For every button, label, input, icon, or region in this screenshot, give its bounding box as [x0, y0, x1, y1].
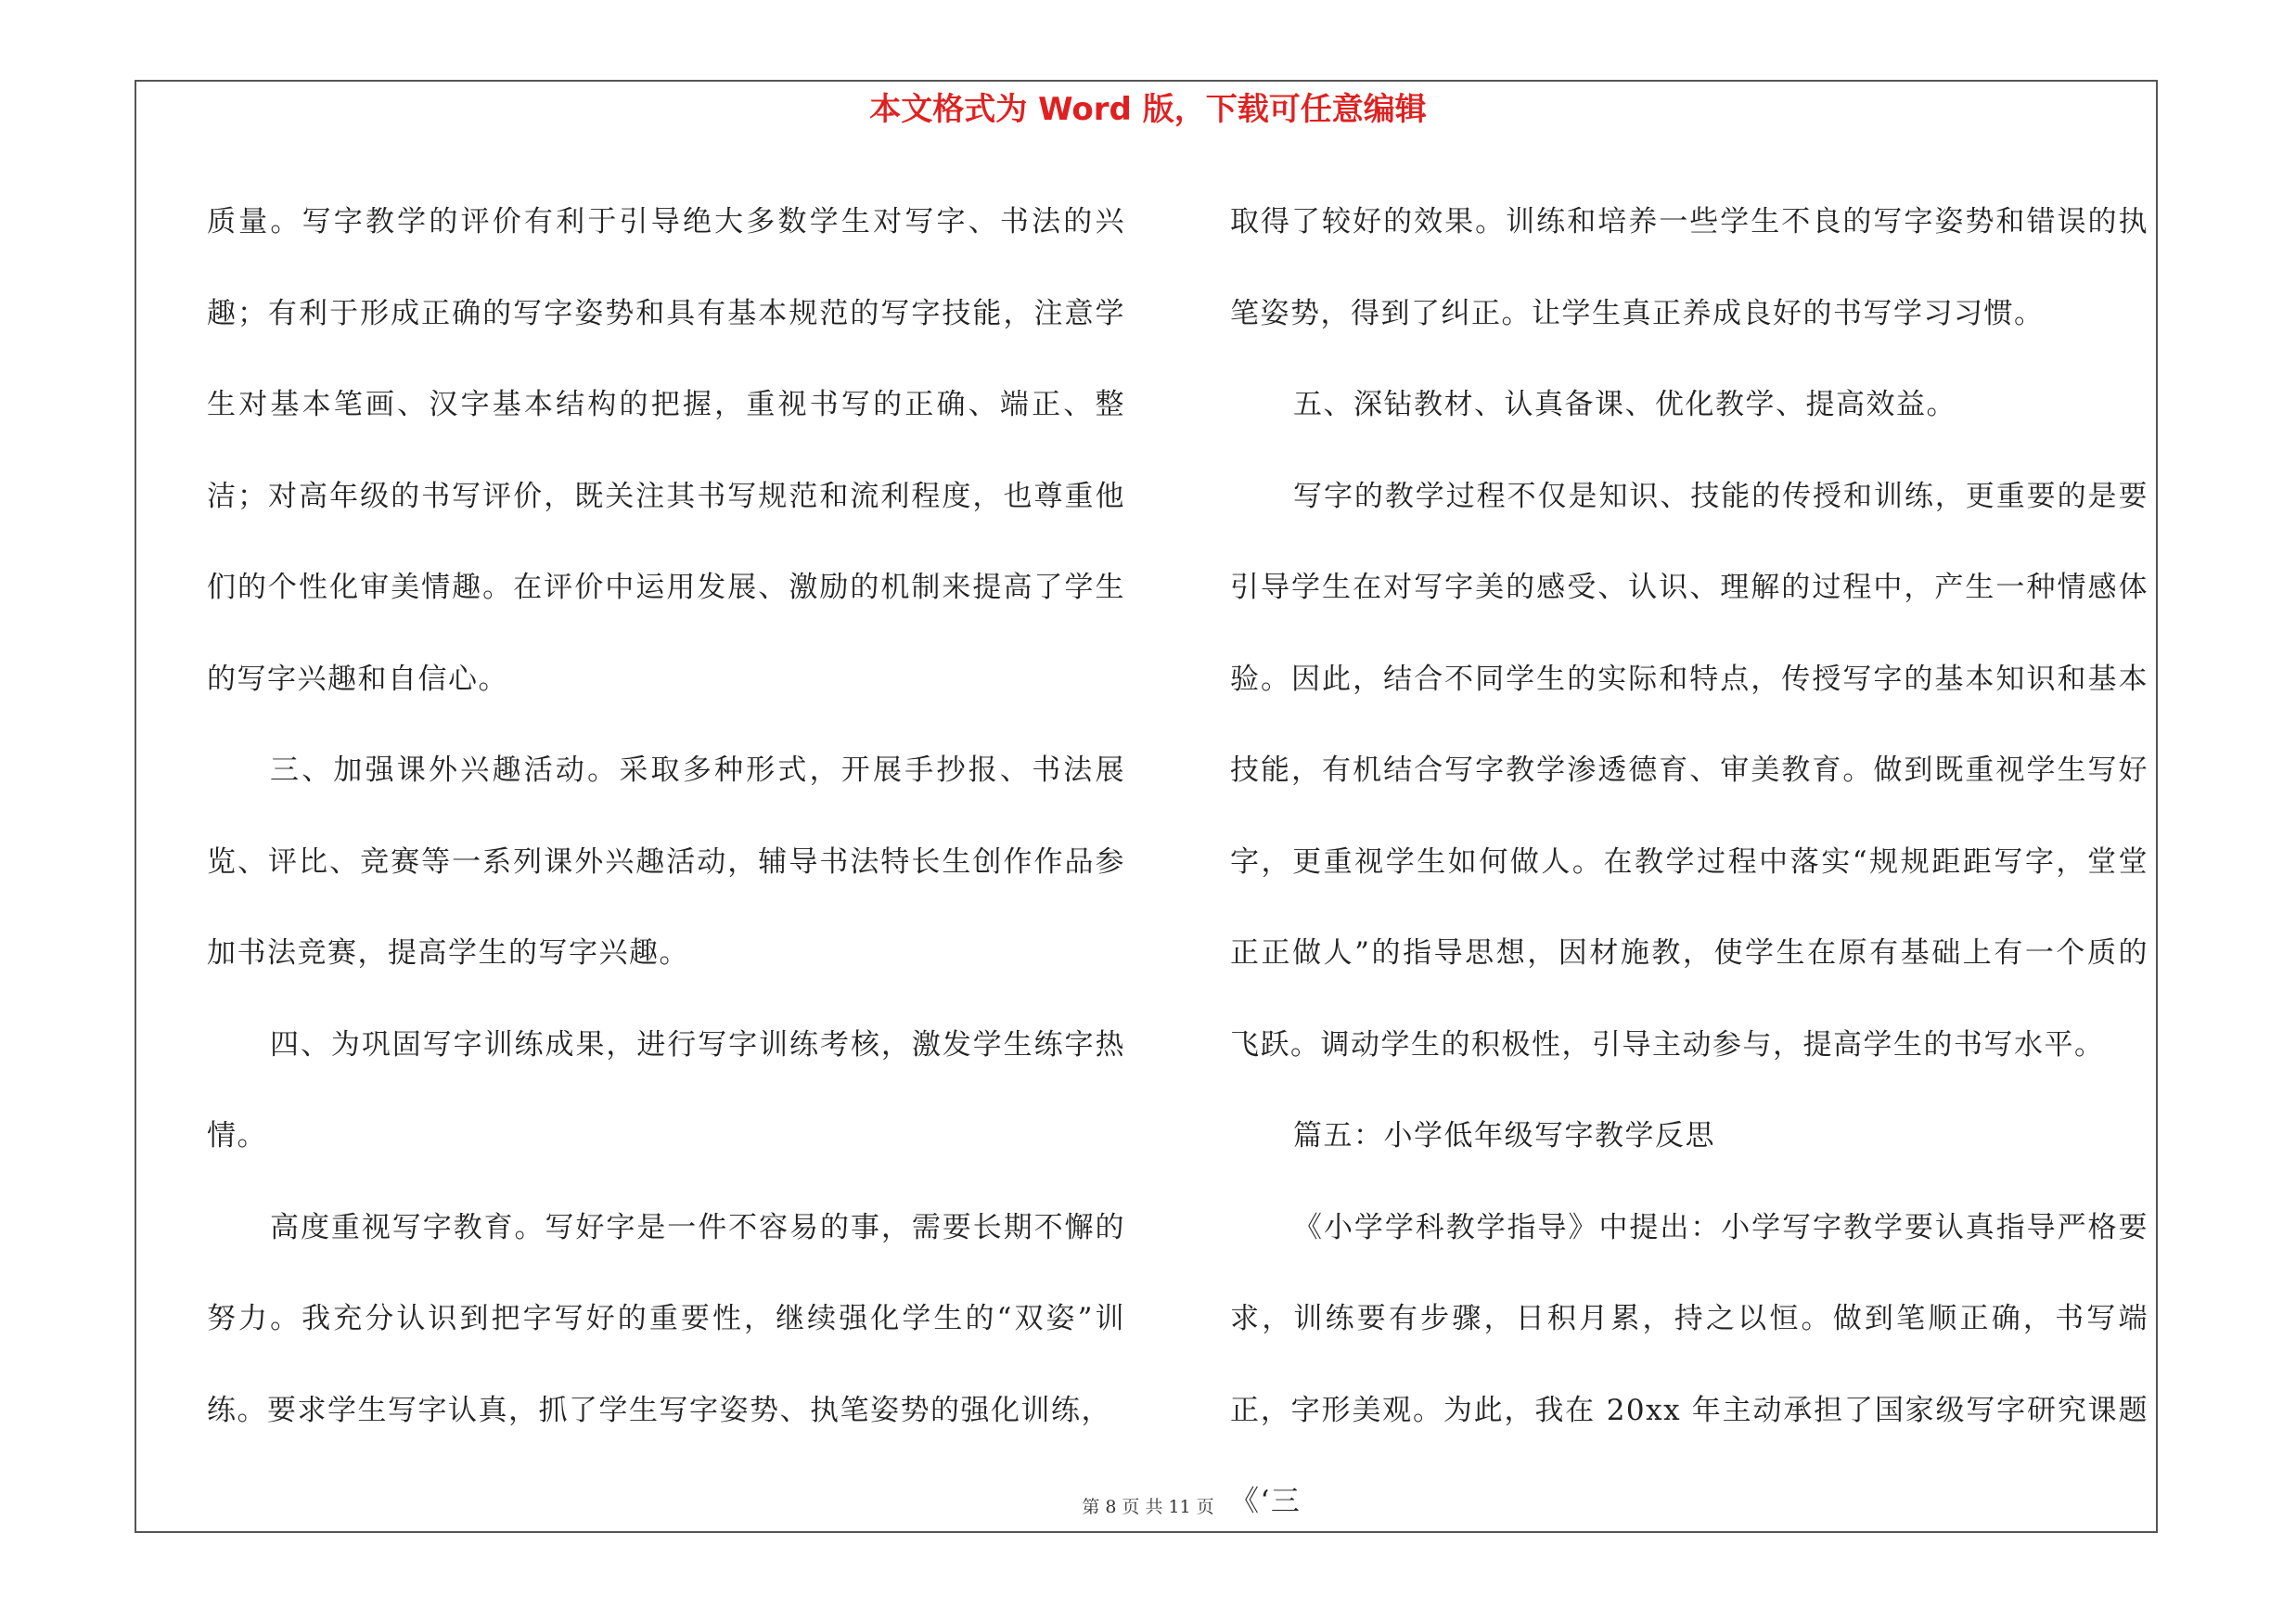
- page-number-footer: [0, 1496, 2296, 1518]
- paragraph: 三、加强课外兴趣活动。采取多种形式，开展手抄报、书法展览、评比、竞赛等一系列课外兴趣活动，辅导书法特长生创作作品参加书法竞赛，提高学生的写字兴趣。: [207, 754, 1125, 970]
- page-label-suffix: 页: [1196, 1497, 1214, 1517]
- right-text-column: [1230, 176, 2148, 1548]
- left-text-column: [207, 176, 1125, 1456]
- paragraph: 四、为巩固写字训练成果，进行写字训练考核，激发学生练字热情。: [207, 1027, 1125, 1153]
- paragraph: 取得了较好的效果。训练和培养一些学生不良的写字姿势和错误的执笔姿势，得到了纠正。让学生真正养成良好的书写学习习惯。: [1230, 205, 2148, 330]
- document-header-banner: 本文格式为 Word 版，下载可任意编辑: [869, 91, 1427, 128]
- paragraph: 质量。写字教学的评价有利于引导绝大多数学生对写字、书法的兴趣；有利于形成正确的写字姿势和具有基本规范的写字技能，注意学生对基本笔画、汉字基本结构的把握，重视书写的正确、端正、整洁；对高年级的书写评价，既关注其书写规范和流利程度，也尊重他们的个性化审美情趣。在评价中运用发展、激励的机制来提高了学生的写字兴趣和自信心。: [207, 205, 1125, 696]
- current-page-number: 8: [1105, 1497, 1117, 1517]
- paragraph: 写字的教学过程不仅是知识、技能的传授和训练，更重要的是要引导学生在对写字美的感受、认识、理解的过程中，产生一种情感体验。因此，结合不同学生的实际和特点，传授写字的基本知识和基本技能，有机结合写字教学渗透德育、审美教育。做到既重视学生写好字，更重视学生如何做人。在教学过程中落实“规规距距写字，堂堂正正做人”的指导思想，因材施教，使学生在原有基础上有一个质的飞跃。调动学生的积极性，引导主动参与，提高学生的书写水平。: [1230, 479, 2148, 1062]
- section-heading: 五、深钻教材、认真备课、优化教学、提高效益。: [1293, 388, 1956, 421]
- paragraph: 高度重视写字教育。写好字是一件不容易的事，需要长期不懈的努力。我充分认识到把字写好的重要性，继续强化学生的“双姿”训练。要求学生写字认真，抓了学生写字姿势、执笔姿势的强化训练，: [207, 1210, 1125, 1427]
- total-page-count: 11: [1168, 1497, 1191, 1517]
- article-title: 篇五：小学低年级写字教学反思: [1293, 1119, 1715, 1153]
- page-label-prefix: 第: [1082, 1497, 1100, 1517]
- paragraph: 《小学学科教学指导》中提出：小学写字教学要认真指导严格要求，训练要有步骤，日积月累，持之以恒。做到笔顺正确，书写端正，字形美观。为此，我在 20xx 年主动承担了国家级写字研究课题《‘三: [1230, 1210, 2148, 1518]
- page-label-mid: 页 共: [1122, 1497, 1163, 1517]
